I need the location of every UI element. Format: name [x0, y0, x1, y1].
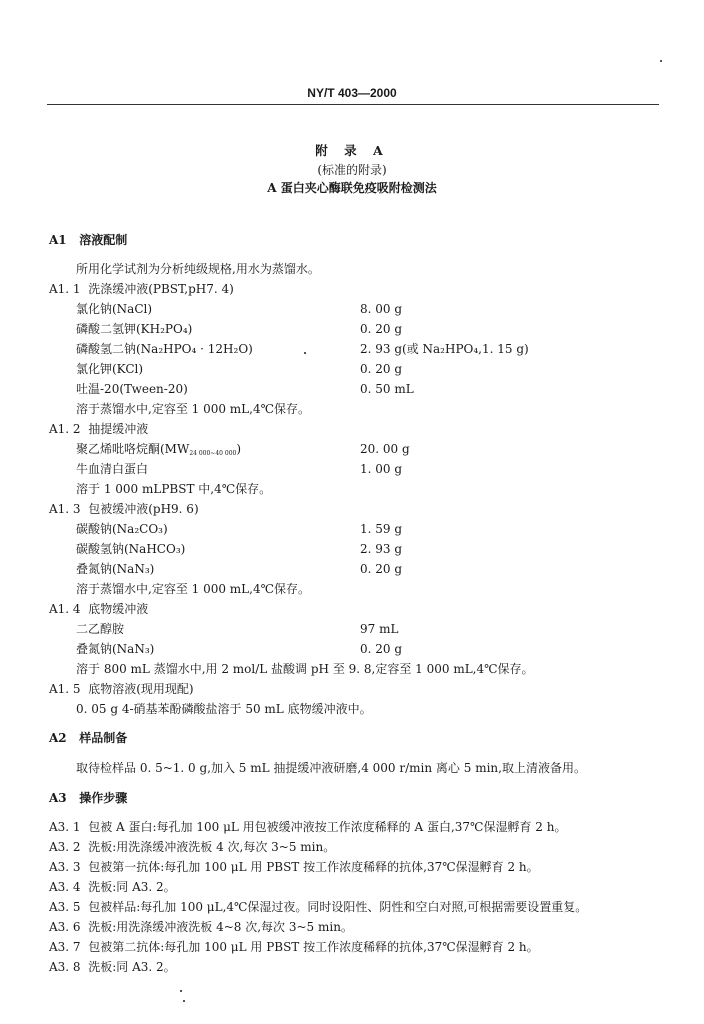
step-item: A3. 4 洗板:同 A3. 2。 [49, 880, 176, 894]
reagent-name: 聚乙烯吡咯烷酮(MW24 000~40 000) [76, 442, 242, 457]
reagent-amount: 0. 20 g [360, 562, 403, 576]
reagent-name: 氯化钾(KCl) [76, 362, 144, 376]
step-item: A3. 1 包被 A 蛋白:每孔加 100 μL 用包被缓冲液按工作浓度稀释的 A 蛋白,37℃保湿孵育 2 h。 [49, 820, 567, 834]
reagent-amount: 97 mL [360, 622, 399, 636]
preparation-note: 溶于 1 000 mLPBST 中,4℃保存。 [76, 482, 272, 496]
step-item: A3. 6 洗板:用洗涤缓冲液洗板 4~8 次,每次 3~5 min。 [49, 920, 353, 934]
standard-code-header: NY/T 403—2000 [307, 86, 397, 100]
reagent-name: 磷酸二氢钾(KH₂PO₄) [76, 322, 193, 336]
section-a3-heading: A3 操作步骤 [49, 791, 128, 805]
section-a1-heading: A1 溶液配制 [49, 233, 128, 247]
step-item: A3. 8 洗板:同 A3. 2。 [49, 960, 176, 974]
reagent-name: 吐温-20(Tween-20) [76, 382, 188, 396]
scan-speck [304, 352, 306, 354]
reagent-amount: 0. 20 g [360, 322, 403, 336]
reagent-amount: 0. 20 g [360, 642, 403, 656]
scan-speck [183, 1000, 185, 1002]
header-rule [47, 104, 659, 105]
step-item: A3. 3 包被第一抗体:每孔加 100 μL 用 PBST 按工作浓度稀释的抗体,37℃保湿孵育 2 h。 [49, 860, 539, 874]
appendix-subtitle: (标准的附录) [317, 163, 387, 177]
reagent-amount: 0. 20 g [360, 362, 403, 376]
appendix-title: 附 录 A [315, 143, 389, 158]
reagent-name: 叠氮钠(NaN₃) [76, 562, 155, 576]
step-item: A3. 2 洗板:用洗涤缓冲液洗板 4 次,每次 3~5 min。 [49, 840, 336, 854]
preparation-note: 溶于蒸馏水中,定容至 1 000 mL,4℃保存。 [76, 402, 311, 416]
reagent-name: 二乙醇胺 [76, 622, 125, 636]
reagent-amount: 0. 50 mL [360, 382, 414, 396]
subsection-a1-3-heading: A1. 3 包被缓冲液(pH9. 6) [49, 502, 199, 516]
reagent-amount: 8. 00 g [360, 302, 403, 316]
scan-speck [180, 990, 182, 992]
preparation-note: 0. 05 g 4-硝基苯酚磷酸盐溶于 50 mL 底物缓冲液中。 [76, 702, 372, 716]
preparation-note: 溶于 800 mL 蒸馏水中,用 2 mol/L 盐酸调 pH 至 9. 8,定容至 1 000 mL,4℃保存。 [76, 662, 534, 676]
step-item: A3. 7 包被第二抗体:每孔加 100 μL 用 PBST 按工作浓度稀释的抗体,37℃保湿孵育 2 h。 [49, 940, 539, 954]
reagent-amount: 2. 93 g [360, 542, 403, 556]
reagent-name: 牛血清白蛋白 [76, 462, 149, 476]
reagent-name: 碳酸钠(Na₂CO₃) [76, 522, 168, 536]
subsection-a1-2-heading: A1. 2 抽提缓冲液 [49, 422, 149, 436]
section-a2-heading: A2 样品制备 [49, 731, 128, 745]
reagent-name: 磷酸氢二钠(Na₂HPO₄ · 12H₂O) [76, 342, 253, 356]
reagent-amount: 2. 93 g(或 Na₂HPO₄,1. 15 g) [360, 342, 529, 356]
scan-speck [660, 60, 662, 62]
section-a1-intro: 所用化学试剂为分析纯级规格,用水为蒸馏水。 [76, 262, 320, 276]
step-item: A3. 5 包被样品:每孔加 100 μL,4℃保湿过夜。同时设阳性、阴性和空白对照,可根据需要设置重复。 [49, 900, 588, 914]
reagent-amount: 20. 00 g [360, 442, 410, 456]
reagent-name: 碳酸氢钠(NaHCO₃) [76, 542, 186, 556]
section-a2-text: 取待检样品 0. 5~1. 0 g,加入 5 mL 抽提缓冲液研磨,4 000 r/min 离心 5 min,取上清液备用。 [76, 761, 586, 775]
reagent-name: 氯化钠(NaCl) [76, 302, 153, 316]
subsection-a1-1-heading: A1. 1 洗涤缓冲液(PBST,pH7. 4) [49, 282, 234, 296]
subsection-a1-5-heading: A1. 5 底物溶液(现用现配) [49, 682, 194, 696]
appendix-name: A 蛋白夹心酶联免疫吸附检测法 [267, 181, 437, 195]
reagent-name: 叠氮钠(NaN₃) [76, 642, 155, 656]
preparation-note: 溶于蒸馏水中,定容至 1 000 mL,4℃保存。 [76, 582, 311, 596]
subsection-a1-4-heading: A1. 4 底物缓冲液 [49, 602, 149, 616]
reagent-amount: 1. 59 g [360, 522, 403, 536]
reagent-amount: 1. 00 g [360, 462, 403, 476]
